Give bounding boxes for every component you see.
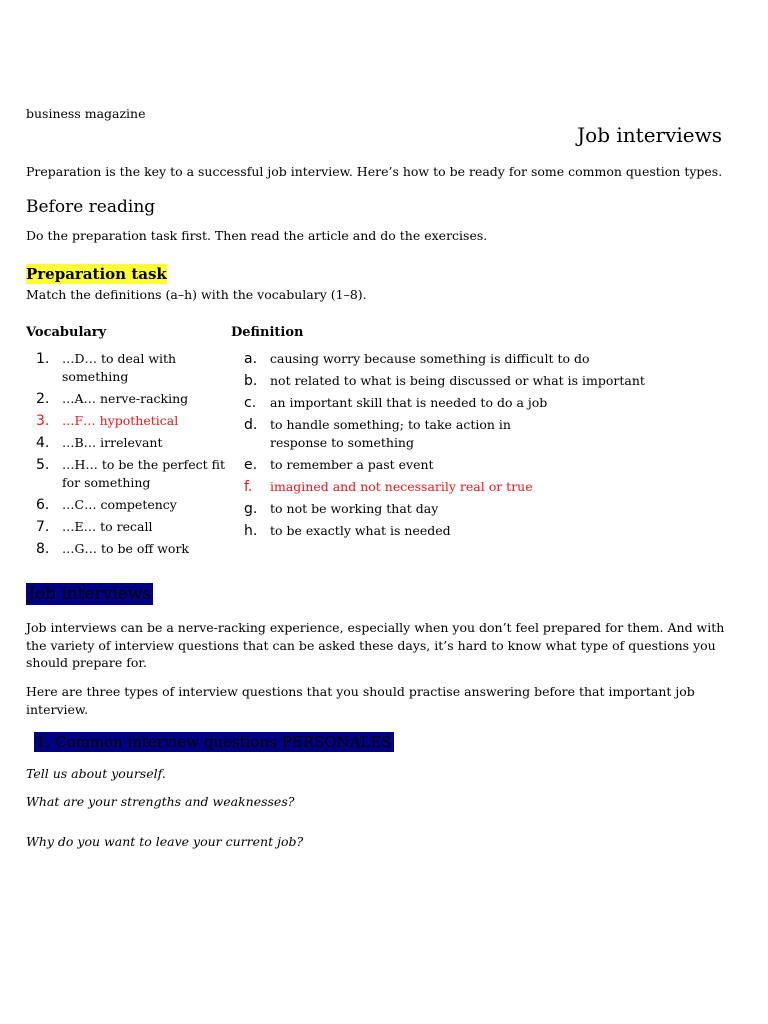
vocabulary-text: …D… to deal with something [62,351,177,384]
definition-list [244,350,704,544]
definition-text: to be exactly what is needed [270,523,451,538]
list-item [244,416,564,452]
vocabulary-text: …G… to be off work [62,541,190,556]
definition-heading: Definition [231,325,304,340]
item-letter: b. [244,373,258,389]
definition-text: to handle something; to take action in response to something [270,417,511,450]
intro-text: Preparation is the key to a successful job interview. Here’s how to be ready for some common question types. [26,164,723,179]
item-letter: h. [244,523,258,539]
preparation-instruction: Match the definitions (a–h) with the vocabulary (1–8). [26,287,367,302]
section-number: 1. [36,733,51,751]
list-item [244,372,704,390]
vocabulary-text: …B… irrelevant [62,435,163,450]
list-item [244,478,704,496]
item-letter: f. [244,479,253,495]
section-heading-common-questions [34,732,394,752]
page-title: Job interviews [577,123,722,147]
question-item: Tell us about yourself. [26,766,166,781]
list-item [36,390,226,408]
definition-text: an important skill that is needed to do a job [270,395,548,410]
vocabulary-text: …H… to be the perfect fit for something [62,457,225,490]
list-item [244,456,704,474]
item-number: 7. [36,519,50,535]
list-item [36,434,226,452]
item-number: 8. [36,541,50,557]
before-reading-heading: Before reading [26,197,156,217]
item-letter: d. [244,417,258,433]
list-item [244,522,704,540]
list-item [244,500,704,518]
list-item [244,394,704,412]
definition-text: not related to what is being discussed or what is important [270,373,645,388]
item-number: 1. [36,351,50,367]
article-heading: Job interviews [28,584,152,604]
item-letter: g. [244,501,258,517]
item-letter: e. [244,457,258,473]
item-number: 2. [36,391,50,407]
list-item [36,496,226,514]
preparation-task-heading: Preparation task [26,265,167,283]
item-number: 4. [36,435,50,451]
item-letter: c. [244,395,257,411]
vocabulary-text: …A… nerve-racking [62,391,189,406]
item-number: 3. [36,413,50,429]
vocabulary-text: …F… hypothetical [62,413,179,428]
question-item: Why do you want to leave your current job? [26,834,304,849]
list-item [36,518,226,536]
list-item [36,412,226,430]
question-item: What are your strengths and weaknesses? [26,794,295,809]
item-letter: a. [244,351,258,367]
article-paragraph-2: Here are three types of interview questions that you should practise answering before that important job interview. [26,684,695,717]
vocabulary-text: …C… competency [62,497,177,512]
vocabulary-heading: Vocabulary [26,325,107,340]
list-item [36,350,226,386]
publication-name: business magazine [26,106,146,121]
list-item [36,456,226,492]
item-number: 5. [36,457,50,473]
definition-text: causing worry because something is difficult to do [270,351,590,366]
list-item [244,350,704,368]
before-reading-instruction: Do the preparation task first. Then read the article and do the exercises. [26,228,488,243]
definition-text: to remember a past event [270,457,434,472]
list-item [36,540,226,558]
section-title: Common interview questions PERSONALES [55,733,392,751]
definition-text: imagined and not necessarily real or true [270,479,533,494]
definition-text: to not be working that day [270,501,439,516]
vocabulary-text: …E… to recall [62,519,153,534]
vocabulary-list [36,350,226,562]
article-paragraph-1: Job interviews can be a nerve-racking experience, especially when you don’t feel prepared for them. And with the variety of interview questions that can be asked these days, it’s hard to know what type of questions you should prepare for. [26,620,725,670]
item-number: 6. [36,497,50,513]
